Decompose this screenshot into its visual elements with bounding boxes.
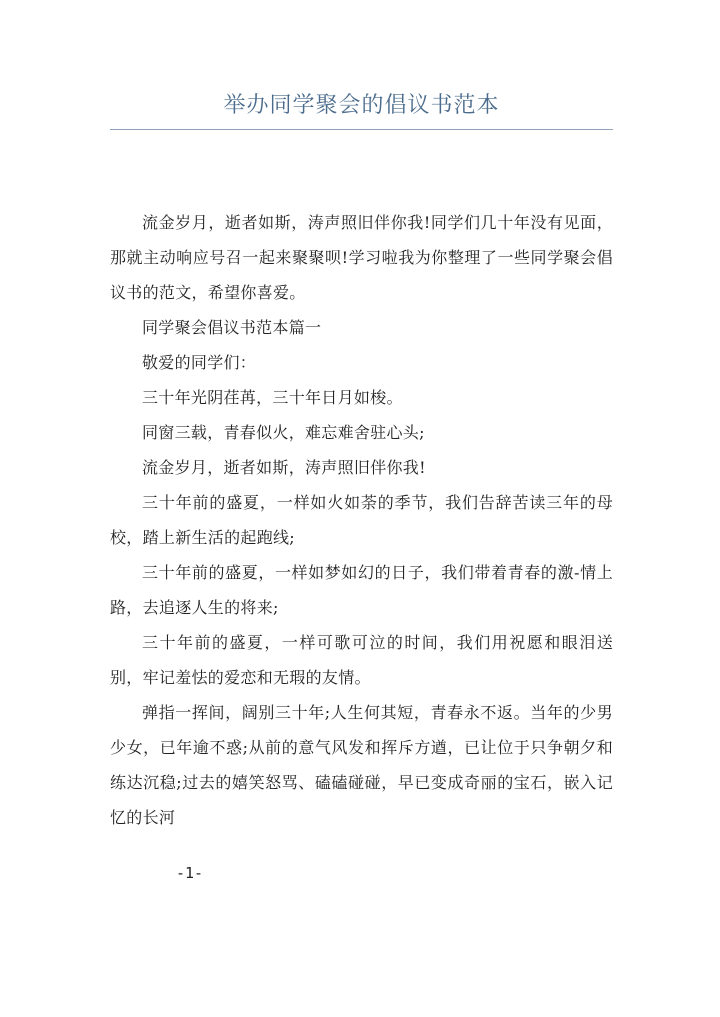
paragraph: 三十年前的盛夏，一样如火如荼的季节，我们告辞苦读三年的母校，踏上新生活的起跑线; — [110, 493, 613, 547]
paragraph-section-heading: 同学聚会倡议书范本篇一 — [142, 318, 322, 337]
paragraph: 流金岁月，逝者如斯，涛声照旧伴你我! — [142, 458, 426, 477]
document-title: 举办同学聚会的倡议书范本 — [223, 93, 500, 118]
paragraph: 弹指一挥间，阔别三十年;人生何其短，青春永不返。当年的少男少女，已年逾不惑;从前的意气风发和挥斥方遒，已让位于只争朝夕和练达沉稳;过去的嬉笑怒骂、磕磕碰碰，早已变成奇丽的宝石，嵌入记忆的长河 — [110, 703, 613, 827]
paragraph-intro: 流金岁月，逝者如斯，涛声照旧伴你我!同学们几十年没有见面，那就主动响应号召一起来聚聚呗!学习啦我为你整理了一些同学聚会倡议书的范文，希望你喜爱。 — [110, 213, 613, 302]
document-body — [110, 205, 613, 835]
paragraph: 三十年前的盛夏，一样可歌可泣的时间，我们用祝愿和眼泪送别，牢记羞怯的爱恋和无瑕的友情。 — [110, 633, 613, 687]
paragraph-salutation: 敬爱的同学们： — [142, 353, 257, 372]
title-divider — [110, 129, 613, 130]
page-number: -1- — [176, 864, 204, 882]
paragraph: 同窗三载，青春似火，难忘难舍驻心头; — [142, 423, 425, 442]
paragraph: 三十年光阴荏苒，三十年日月如梭。 — [142, 388, 403, 407]
paragraph: 三十年前的盛夏，一样如梦如幻的日子，我们带着青春的激-情上路，去追逐人生的将来; — [110, 563, 613, 617]
